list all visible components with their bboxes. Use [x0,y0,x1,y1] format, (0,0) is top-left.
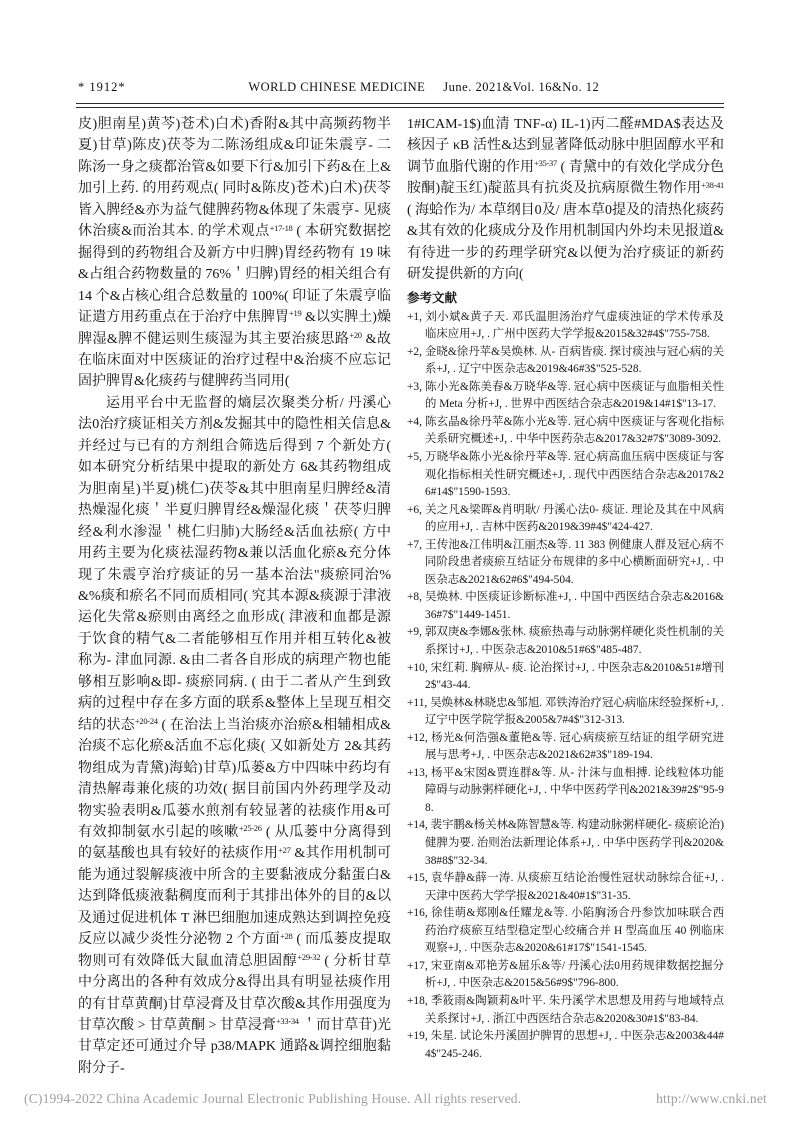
reference-marker: +15, [407,872,428,885]
reference-text: 刘小斌&黄子天. 邓氏温胆汤治疗气虚痰浊证的学术传承及临床应用+J, . 广州中医药大学学报&2015&32#4$"755-758. [424,310,724,341]
page-number: * 1912* [78,80,126,94]
reference-text: 宋红莉. 胸痹从- 痰. 论治探讨+J, . 中医杂志&2010&51#增刊2$"43-44. [425,661,724,692]
reference-item [407,414,724,449]
reference-text: 陈小光&陈美春&万晓华&等. 冠心病中医痰证与血脂相关性的 Meta 分析+J, . 世界中西医结合杂志&2019&14#1$"13-17. [424,380,724,411]
reference-item [407,1028,724,1063]
reference-marker: +4, [407,415,422,428]
left-column [78,114,391,1079]
reference-text: 吴焕林. 中医痰证诊断标准+J, . 中国中西医结合杂志&2016&36#7$"1449-1451. [424,591,724,621]
reference-marker: +5, [407,451,422,463]
reference-item [407,589,724,624]
reference-item [407,449,724,502]
reference-item [407,993,724,1028]
reference-item [407,537,724,590]
reference-marker: +18, [407,994,428,1007]
references-title: 参考文献 [407,290,458,305]
reference-marker: +10, [407,661,428,674]
reference-text: 郭双庚&李娜&张林. 痰瘀热毒与动脉粥样硬化炎性机制的关系探讨+J, . 中医杂志&2010&51#6$"485-487. [424,626,724,657]
reference-marker: +13, [407,766,428,779]
body-paragraph: 皮)胆南星)黄芩)苍术)白术)香附&其中高频药物半夏)甘草)陈皮)茯苓为二陈汤组成&印证朱震亨- 二陈汤一身之痰都治管&如要下行&加引下药&在上&加引上药. 的用药观点( 同时&陈皮)苍术)白术)茯苓皆入脾经&亦为益气健脾药物&体现了朱震亨- 见痰休治痰&而治其本. 的学术观点$^{+17-18}$ ( 本研究数据挖掘得到的药物组合及新方中归脾)胃经药物有 19 味&占组合药物数量的 76%＇归脾)胃经的相关组合有 14 个&占核心组合总数量的 100%( 印证了朱震亨临证遣方用药重点在于治疗中焦脾胃$^{+19}$ &以实脾土)燥脾湿&脾不健运则生痰湿为其主要治痰思路$^{+20}$ &故在临床面对中医痰证的治疗过程中&治痰不应忘记固护脾胃&化痰药与健脾药当同用( [78,117,392,390]
reference-item [407,695,724,730]
reference-text: 杨光&何浩强&董艳&等. 冠心病痰瘀互结证的组学研究进展与思考+J, . 中医杂志&2021&62#3$"189-194. [425,731,724,762]
reference-text: 万晓华&陈小光&徐丹苹&等. 冠心病高血压病中医痰证与客观化指标相关性研究概述+J, . 现代中西医结合杂志&2017&26#14$"1590-1593. [424,451,724,499]
reference-item [407,905,724,958]
header-divider [76,103,724,108]
reference-marker: +1, [407,310,422,323]
reference-text: 徐佳萌&郑刚&任耀龙&等. 小陷胸汤合丹参饮加味联合西药治疗痰瘀互结型稳定型心绞痛合并 H 型高血压 40 例临床观察+J, . 中医杂志&2020&61#17$"1541-1545. [425,907,724,955]
reference-text: 季筱雨&陶颖莉&叶平. 朱丹溪学术思想及用药与地域特点关系探讨+J, . 浙江中西医结合杂志&2020&30#1$"83-84. [425,994,724,1025]
reference-marker: +3, [407,380,422,393]
body-paragraph: 1#ICAM-1$)血清 TNF-α) IL-1)丙二醛#MDA$表达及核因子 κB 活性&达到显著降低动脉中胆固醇水平和调节血脂代谢的作用$^{+35-37}$ ( 青黛中的有效化学成分色胺酮)靛玉红)靛蓝具有抗炎及抗病原微生物作用$^{+38-41}$ ( 海蛤作为/ 本草纲目0及/ 唐本草0提及的清热化痰药&其有效的化痰成分及作用机制国内外均未见报道&有待进一步的药理学研究&以便为治疗痰证的新药研发提供新的方向( [407,117,724,283]
reference-marker: +6, [407,503,422,516]
reference-item [407,730,724,765]
reference-item [407,624,724,659]
reference-marker: +14, [407,819,428,832]
reference-item [407,870,724,905]
reference-marker: +12, [407,731,428,744]
reference-item [407,379,724,414]
issue-info: June. 2021&Vol. 16&No. 12 [443,80,600,94]
reference-item [407,309,724,344]
reference-item [407,660,724,695]
reference-marker: +7, [407,538,422,551]
reference-text: 关之凡&梁晖&肖明耿/ 丹溪心法0- 痰证. 理论及其在中风病的应用+J, . 吉林中医药&2019&39#4$"424-427. [424,503,724,534]
reference-text: 袁华静&薛一涛. 从痰瘀互结论治慢性冠状动脉综合征+J, . 天津中医药大学学报&2021&40#1$"31-35. [425,872,724,902]
reference-marker: +19, [407,1030,428,1043]
reference-marker: +2, [407,345,422,358]
reference-marker: +9, [407,626,422,639]
page-footer [24,1091,767,1107]
reference-text: 宋亚南&邓艳芳&屈乐&等/ 丹溪心法0用药规律数据挖掘分析+J, . 中医杂志&2015&56#9$"796-800. [425,959,724,990]
reference-text: 吴焕林&林晓忠&邹旭. 邓铁涛治疗冠心病临床经验探析+J, . 辽宁中医学院学报&2005&7#4$"312-313. [425,696,724,727]
reference-item [407,502,724,537]
right-column [407,114,724,1079]
reference-item [407,958,724,993]
reference-text: 裴宇鹏&杨关林&陈智慧&等. 构建动脉粥样硬化- 痰瘀论治)健脾为要. 治则治法新理论体系+J, . 中华中医药学刊&2020&38#8$"32-34. [425,819,724,867]
article-body [78,114,724,1079]
reference-text: 陈玄晶&徐丹苹&陈小光&等. 冠心病中医痰证与客观化指标关系研究概述+J, . 中华中医药杂志&2017&32#7$"3089-3092. [424,415,724,446]
reference-text: 金晓&徐丹苹&吴焕林. 从- 百病皆痰. 探讨痰浊与冠心病的关系+J, . 辽宁中医杂志&2019&46#3$"525-528. [424,345,724,376]
journal-header [126,80,722,95]
body-paragraph: 运用平台中无监督的熵层次聚类分析/ 丹溪心法0治疗痰证相关方剂&发掘其中的隐性相关信息&并经过与已有的方剂组合筛选后得到 7 个新处方( 如本研究分析结果中提取的新处方 6&其药物组成为胆南星)半夏)桃仁)茯苓&其中胆南星归脾经&清热燥湿化痰＇半夏归脾胃经&燥湿化痰＇茯苓归脾经&利水渗湿＇桃仁归肺)大肠经&活血祛瘀( 方中用药主要为化痰祛湿药物&兼以活血化瘀&充分体现了朱震亨治疗痰证的另一基本治法"痰瘀同治%&%痰和瘀名不同而质相同( 究其本源&痰源于津液运化失常&瘀则由离经之血形成( 津液和血都是源于饮食的精气&二者能够相互作用并相互转化&被称为- 津血同源. &由二者各自形成的病理产物也能够相互影响&即- 痰瘀同病. ( 由于二者从产生到致病的过程中存在多方面的联系&整体上呈现互相交结的状态$^{+20-24}$ ( 在治法上当治痰亦治瘀&相辅相成&治痰不忘化瘀&活血不忘化痰( 又如新处方 2&其药物组成为青黛)海蛤)甘草)瓜蒌&方中四味中药均有清热解毒兼化痰的功效( 据目前国内外药理学及动物实验表明&瓜蒌水煎剂有较显著的祛痰作用&可有效抑制氨水引起的咳嗽$^{+25-26}$ ( 从瓜蒌中分离得到的氨基酸也具有较好的祛痰作用$^{+27}$ &其作用机制可能为通过裂解痰液中所含的主要黏液成分黏蛋白&达到降低痰液黏稠度而利于其排出体外的目的&以及通过促进机体 T 淋巴细胞加速成熟达到调控免疫反应以减少炎性分泌物 2 个方面$^{+28}$ ( 而瓜蒌皮提取物则可有效降低大鼠血清总胆固醇$^{+29-32}$ ( 分析甘草中分离出的各种有效成分&得出具有明显祛痰作用的有甘草黄酮)甘草浸膏及甘草次酸&其作用强度为甘草次酸 > 甘草黄酮 > 甘草浸膏$^{+33-34}$ ＇而甘草苷)光甘草定还可通过介导 p38/MAPK 通路&调控细胞黏附分子- [78,395,392,1076]
reference-text: 杨平&宋囡&贾连群&等. 从- 汁沫与血相搏. 论线粒体功能障碍与动脉粥样硬化+J, . 中华中医药学刊&2021&39#2$"95-98. [425,766,725,814]
reference-item [407,817,724,870]
cnki-url: http://www.cnki.net [656,1091,767,1106]
page-header [78,80,722,95]
copyright-text: (C)1994-2022 China Academic Journal Electronic Publishing House. All rights reserved. [24,1091,522,1106]
reference-marker: +11, [407,696,428,709]
reference-marker: +16, [407,907,428,920]
reference-text: 朱星. 试论朱丹溪固护脾胃的思想+J, . 中医杂志&2003&44#4$"245-246. [425,1030,724,1060]
reference-marker: +8, [407,591,422,604]
reference-list [407,309,724,1064]
reference-item [407,765,724,818]
reference-text: 王传池&冮伟明&江丽杰&等. 11 383 例健康人群及冠心病不同阶段患者痰瘀互结证分布规律的多中心横断面研究+J, . 中医杂志&2021&62#6$"494-504. [424,538,724,586]
reference-marker: +17, [407,959,428,972]
reference-item [407,344,724,379]
journal-title: WORLD CHINESE MEDICINE [248,80,426,94]
